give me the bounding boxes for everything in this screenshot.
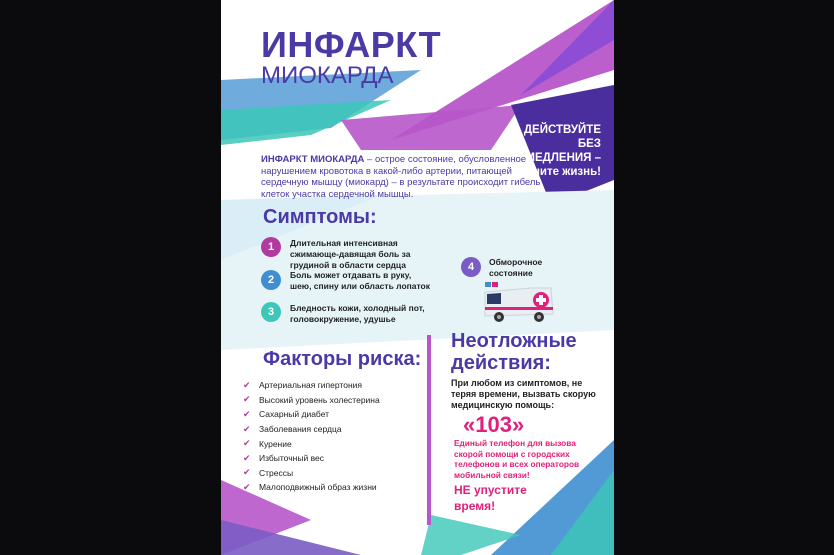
warning-text: НЕ упустите время! [454, 483, 527, 513]
risks-title: Факторы риска: [263, 348, 422, 370]
list-item [243, 451, 380, 466]
cta-text: ДЕЙСТВУЙТЕ БЕЗ ПРОМЕДЛЕНИЯ – сохраните жизнь! [500, 124, 601, 178]
checkmark-icon: ✔ [243, 438, 251, 449]
checkmark-icon: ✔ [243, 408, 251, 419]
list-item [243, 407, 380, 422]
list-item [243, 378, 380, 393]
risk-label: Стрессы [259, 467, 294, 478]
poster-title: ИНФАРКТ [261, 24, 442, 65]
list-item [243, 466, 380, 481]
risk-label: Курение [259, 438, 292, 449]
intro-rest: – острое состояние, обусловленное нарушением кровотока в какой-либо артерии, питающей сердечную мышцу (миокард) – в результате происходит гибель клеток участка сердечной мышцы. [261, 154, 541, 200]
list-item [243, 480, 380, 495]
risk-label: Избыточный вес [259, 453, 324, 464]
checkmark-icon: ✔ [243, 452, 251, 463]
symptom-text-3: Бледность кожи, холодный пот, головокружение, удушье [290, 303, 425, 324]
checkmark-icon: ✔ [243, 423, 251, 434]
symptom-number-4: 4 [461, 257, 481, 277]
risk-label: Высокий уровень холестерина [259, 394, 380, 405]
symptom-number-3: 3 [261, 302, 281, 322]
poster [221, 0, 614, 555]
actions-text: При любом из симптомов, не теряя времени, вызвать скорую медицинскую помощь: [451, 378, 596, 410]
emergency-note: Единый телефон для вызова скорой помощи с городских телефонов и всех операторов мобильной связи! [454, 438, 580, 480]
symptoms-title: Симптомы: [263, 206, 377, 228]
list-item [243, 436, 380, 451]
list-item [243, 393, 380, 408]
emergency-number: «103» [463, 412, 525, 437]
symptom-number-1: 1 [261, 237, 281, 257]
risk-label: Малоподвижный образ жизни [259, 482, 377, 493]
poster-subtitle: МИОКАРДА [261, 62, 394, 89]
checkmark-icon: ✔ [243, 379, 251, 390]
risk-list [243, 378, 380, 495]
actions-title: Неотложные действия: [451, 330, 577, 374]
risk-label: Сахарный диабет [259, 409, 330, 420]
risk-label: Артериальная гипертония [259, 380, 363, 391]
checkmark-icon: ✔ [243, 467, 251, 478]
symptom-text-1: Длительная интенсивная сжимающе-давящая боль за грудиной в области сердца [290, 238, 411, 270]
list-item [243, 422, 380, 437]
checkmark-icon: ✔ [243, 481, 251, 492]
checkmark-icon: ✔ [243, 394, 251, 405]
symptom-text-2: Боль может отдавать в руку, шею, спину или область лопаток [290, 270, 430, 291]
symptom-text-4: Обморочное состояние [489, 257, 543, 278]
ambulance-icon [483, 280, 557, 324]
intro-text [261, 154, 551, 200]
symptom-number-2: 2 [261, 270, 281, 290]
risk-label: Заболевания сердца [259, 424, 342, 435]
intro-bold: ИНФАРКТ МИОКАРДА [261, 154, 365, 165]
